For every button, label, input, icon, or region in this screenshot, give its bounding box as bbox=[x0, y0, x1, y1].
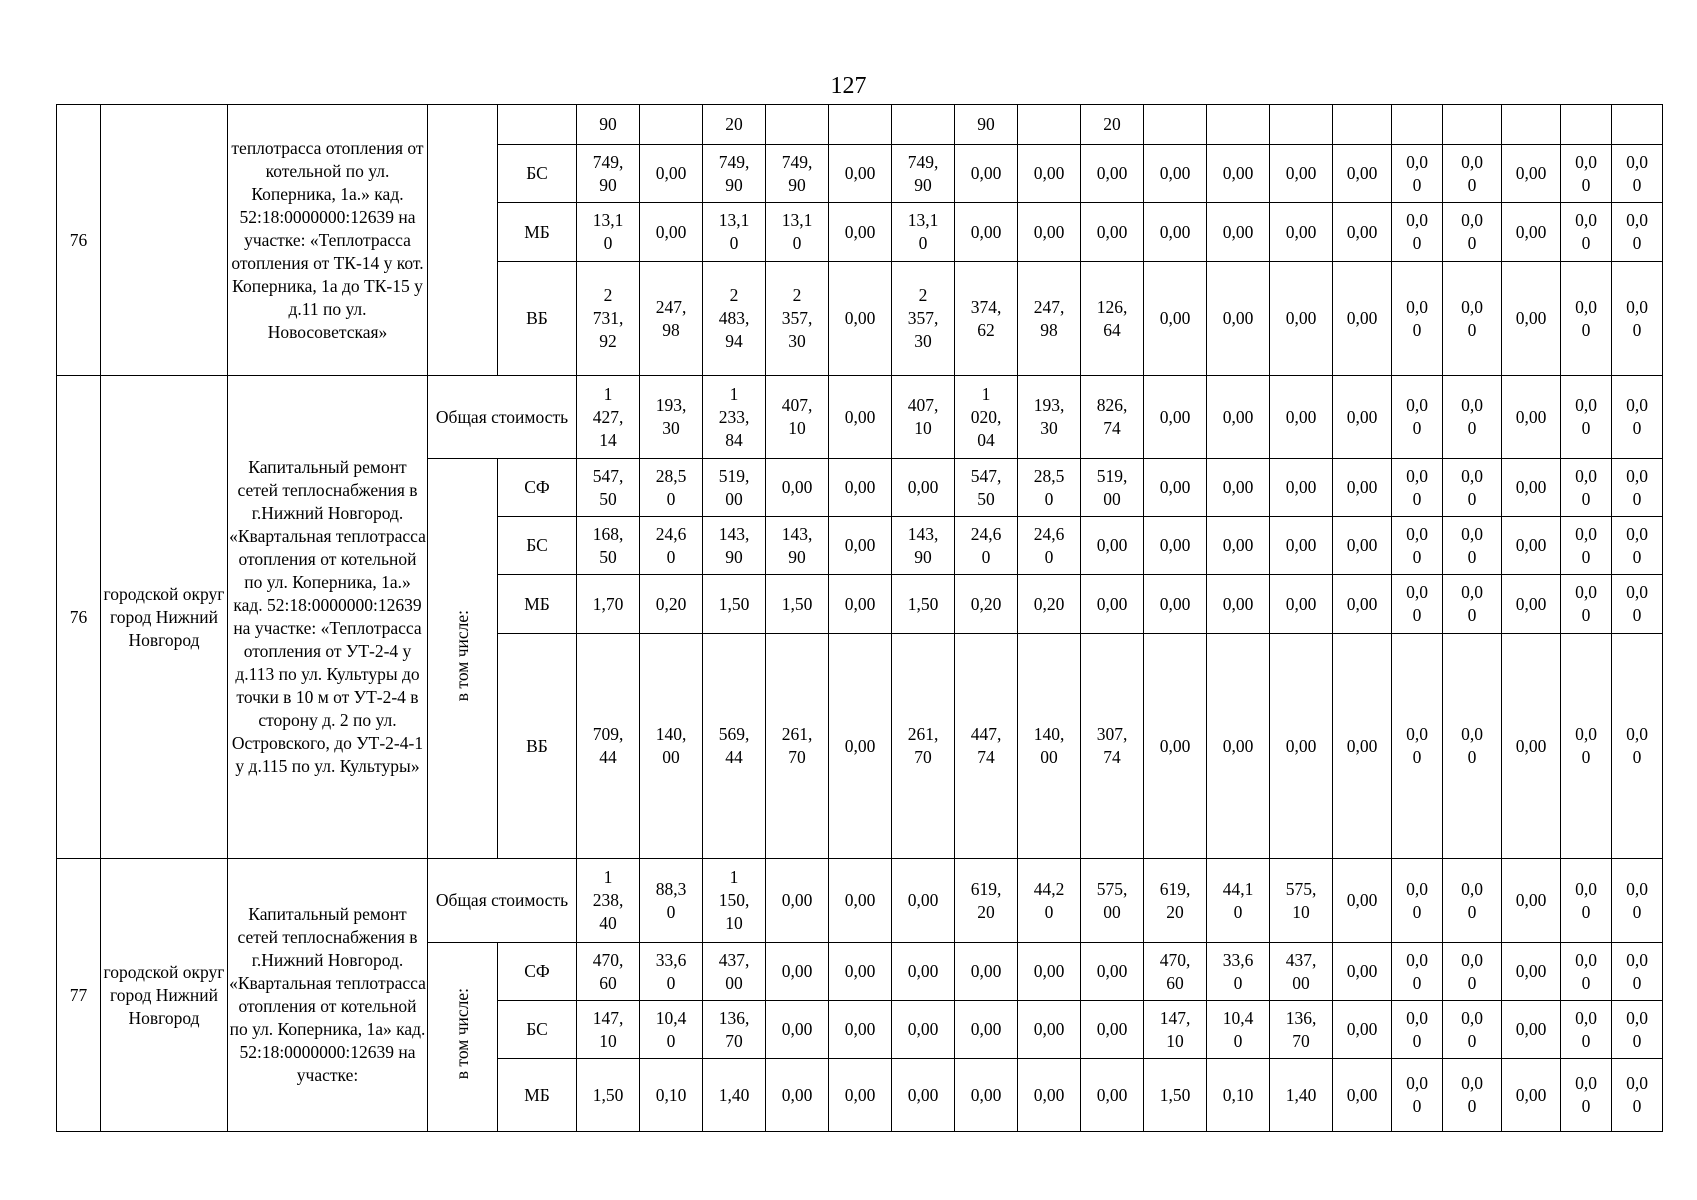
value-cell: 44,1 0 bbox=[1207, 859, 1270, 943]
value-cell: 10,4 0 bbox=[1207, 1001, 1270, 1059]
value-cell: 0,0 0 bbox=[1392, 859, 1443, 943]
value-cell: 0,00 bbox=[1081, 1059, 1144, 1132]
funding-source-code: МБ bbox=[498, 1059, 577, 1132]
value-cell: 0,00 bbox=[829, 376, 892, 459]
value-cell: 0,0 0 bbox=[1443, 1059, 1502, 1132]
value-cell: 0,00 bbox=[1502, 943, 1561, 1001]
including-label: в том числе: bbox=[452, 609, 472, 702]
value-cell: 0,0 0 bbox=[1561, 634, 1612, 859]
value-cell: 307, 74 bbox=[1081, 634, 1144, 859]
value-cell: 1,50 bbox=[703, 575, 766, 634]
including-label-cell bbox=[428, 459, 498, 859]
value-cell: 1 150, 10 bbox=[703, 859, 766, 943]
value-cell: 619, 20 bbox=[955, 859, 1018, 943]
value-cell: 168, 50 bbox=[577, 517, 640, 575]
value-cell: 0,10 bbox=[640, 1059, 703, 1132]
funding-source-row bbox=[57, 105, 1663, 145]
value-cell: 0,00 bbox=[766, 1001, 829, 1059]
value-cell: 437, 00 bbox=[1270, 943, 1333, 1001]
value-cell: 0,00 bbox=[1207, 634, 1270, 859]
funding-source-code: ВБ bbox=[498, 262, 577, 376]
total-row bbox=[57, 376, 1663, 459]
value-cell: 0,0 0 bbox=[1561, 1001, 1612, 1059]
value-cell: 0,00 bbox=[1502, 203, 1561, 262]
value-cell: 136, 70 bbox=[1270, 1001, 1333, 1059]
value-cell: 33,6 0 bbox=[1207, 943, 1270, 1001]
value-cell: 0,00 bbox=[1270, 262, 1333, 376]
value-cell: 143, 90 bbox=[892, 517, 955, 575]
value-cell: 0,0 0 bbox=[1443, 376, 1502, 459]
value-cell: 0,00 bbox=[829, 459, 892, 517]
value-cell: 0,0 0 bbox=[1561, 376, 1612, 459]
value-cell: 0,00 bbox=[1502, 634, 1561, 859]
value-cell: 0,00 bbox=[1502, 575, 1561, 634]
value-cell: 407, 10 bbox=[892, 376, 955, 459]
value-cell: 0,0 0 bbox=[1443, 943, 1502, 1001]
value-cell: 1 020, 04 bbox=[955, 376, 1018, 459]
value-cell: 0,0 0 bbox=[1392, 459, 1443, 517]
value-cell: 247, 98 bbox=[1018, 262, 1081, 376]
value-cell: 0,00 bbox=[1144, 376, 1207, 459]
value-cell: 0,00 bbox=[1333, 1059, 1392, 1132]
value-cell: 0,0 0 bbox=[1392, 203, 1443, 262]
value-cell: 575, 00 bbox=[1081, 859, 1144, 943]
value-cell: 0,0 0 bbox=[1561, 943, 1612, 1001]
value-cell: 0,00 bbox=[1333, 145, 1392, 203]
value-cell: 0,00 bbox=[1144, 517, 1207, 575]
value-cell: 0,0 0 bbox=[1612, 575, 1663, 634]
total-cost-label: Общая стоимость bbox=[428, 376, 577, 459]
value-cell: 0,00 bbox=[829, 1059, 892, 1132]
row-number: 77 bbox=[57, 859, 101, 1132]
value-cell: 0,0 0 bbox=[1443, 262, 1502, 376]
value-cell: 374, 62 bbox=[955, 262, 1018, 376]
value-cell: 749, 90 bbox=[703, 145, 766, 203]
value-cell bbox=[1392, 105, 1443, 145]
value-cell: 547, 50 bbox=[955, 459, 1018, 517]
value-cell: 126, 64 bbox=[1081, 262, 1144, 376]
value-cell: 1 233, 84 bbox=[703, 376, 766, 459]
value-cell: 0,00 bbox=[955, 203, 1018, 262]
value-cell: 0,00 bbox=[1081, 943, 1144, 1001]
value-cell: 547, 50 bbox=[577, 459, 640, 517]
value-cell: 0,0 0 bbox=[1392, 1059, 1443, 1132]
funding-source-code: БС bbox=[498, 1001, 577, 1059]
value-cell: 0,0 0 bbox=[1443, 575, 1502, 634]
value-cell bbox=[892, 105, 955, 145]
value-cell: 0,00 bbox=[1144, 634, 1207, 859]
value-cell: 2 731, 92 bbox=[577, 262, 640, 376]
value-cell: 0,0 0 bbox=[1443, 634, 1502, 859]
value-cell: 0,0 0 bbox=[1443, 1001, 1502, 1059]
value-cell: 0,00 bbox=[829, 517, 892, 575]
value-cell: 24,6 0 bbox=[640, 517, 703, 575]
value-cell: 88,3 0 bbox=[640, 859, 703, 943]
value-cell bbox=[1144, 105, 1207, 145]
value-cell: 0,0 0 bbox=[1392, 376, 1443, 459]
value-cell: 0,00 bbox=[829, 203, 892, 262]
value-cell: 0,00 bbox=[829, 145, 892, 203]
value-cell: 0,0 0 bbox=[1392, 1001, 1443, 1059]
value-cell: 1,50 bbox=[766, 575, 829, 634]
project-description: Капитальный ремонт сетей теплоснабжения в г.Нижний Новгород. «Квартальная теплотрасса отопления от котельной по ул. Коперника, 1а» кад. 52:18:0000000:12639 на участке: bbox=[228, 859, 428, 1132]
value-cell: 0,00 bbox=[1207, 459, 1270, 517]
value-cell: 0,0 0 bbox=[1612, 943, 1663, 1001]
value-cell: 0,00 bbox=[955, 1001, 1018, 1059]
value-cell: 28,5 0 bbox=[1018, 459, 1081, 517]
value-cell: 0,00 bbox=[1270, 145, 1333, 203]
value-cell: 140, 00 bbox=[640, 634, 703, 859]
value-cell: 0,10 bbox=[1207, 1059, 1270, 1132]
value-cell: 0,00 bbox=[829, 634, 892, 859]
row-number: 76 bbox=[57, 376, 101, 859]
value-cell: 0,00 bbox=[1502, 517, 1561, 575]
value-cell: 0,00 bbox=[1333, 634, 1392, 859]
value-cell: 0,00 bbox=[1081, 145, 1144, 203]
value-cell: 0,00 bbox=[1333, 1001, 1392, 1059]
value-cell: 447, 74 bbox=[955, 634, 1018, 859]
value-cell: 519, 00 bbox=[703, 459, 766, 517]
value-cell: 140, 00 bbox=[1018, 634, 1081, 859]
value-cell: 0,00 bbox=[1502, 459, 1561, 517]
value-cell: 0,0 0 bbox=[1443, 459, 1502, 517]
value-cell: 470, 60 bbox=[577, 943, 640, 1001]
value-cell: 0,00 bbox=[1333, 459, 1392, 517]
value-cell: 0,00 bbox=[955, 943, 1018, 1001]
value-cell: 0,0 0 bbox=[1612, 459, 1663, 517]
value-cell: 0,00 bbox=[892, 1001, 955, 1059]
value-cell: 749, 90 bbox=[577, 145, 640, 203]
value-cell: 0,00 bbox=[955, 145, 1018, 203]
value-cell: 0,0 0 bbox=[1561, 145, 1612, 203]
value-cell: 0,20 bbox=[1018, 575, 1081, 634]
funding-source-code bbox=[498, 105, 577, 145]
value-cell: 0,0 0 bbox=[1612, 1059, 1663, 1132]
value-cell: 0,00 bbox=[892, 459, 955, 517]
value-cell: 0,0 0 bbox=[1612, 859, 1663, 943]
value-cell: 0,00 bbox=[829, 262, 892, 376]
value-cell: 437, 00 bbox=[703, 943, 766, 1001]
municipality-cell bbox=[101, 105, 228, 376]
including-label-cell bbox=[428, 105, 498, 376]
value-cell: 143, 90 bbox=[703, 517, 766, 575]
value-cell: 0,0 0 bbox=[1392, 575, 1443, 634]
funding-source-code: БС bbox=[498, 145, 577, 203]
total-row bbox=[57, 859, 1663, 943]
value-cell: 2 483, 94 bbox=[703, 262, 766, 376]
value-cell: 0,00 bbox=[1018, 203, 1081, 262]
value-cell bbox=[1502, 105, 1561, 145]
value-cell: 0,0 0 bbox=[1612, 203, 1663, 262]
project-description: теплотрасса отопления от котельной по ул. Коперника, 1а.» кад. 52:18:0000000:12639 на участке: «Теплотрасса отопления от ТК-14 у кот. Коперника, 1а до ТК-15 у д.11 по ул. Новосоветская» bbox=[228, 105, 428, 376]
value-cell: 90 bbox=[955, 105, 1018, 145]
including-label: в том числе: bbox=[452, 988, 472, 1080]
value-cell: 619, 20 bbox=[1144, 859, 1207, 943]
value-cell: 0,0 0 bbox=[1443, 859, 1502, 943]
value-cell bbox=[1561, 105, 1612, 145]
value-cell: 0,00 bbox=[1502, 145, 1561, 203]
value-cell: 1,70 bbox=[577, 575, 640, 634]
value-cell: 0,0 0 bbox=[1392, 145, 1443, 203]
funding-source-code: БС bbox=[498, 517, 577, 575]
value-cell: 0,00 bbox=[1144, 575, 1207, 634]
value-cell: 0,00 bbox=[892, 943, 955, 1001]
value-cell: 0,00 bbox=[1081, 517, 1144, 575]
value-cell: 0,00 bbox=[766, 859, 829, 943]
value-cell: 0,0 0 bbox=[1392, 262, 1443, 376]
value-cell: 749, 90 bbox=[892, 145, 955, 203]
funding-source-code: СФ bbox=[498, 943, 577, 1001]
value-cell: 0,00 bbox=[1502, 1059, 1561, 1132]
total-cost-label: Общая стоимость bbox=[428, 859, 577, 943]
value-cell: 2 357, 30 bbox=[766, 262, 829, 376]
row-number: 76 bbox=[57, 105, 101, 376]
value-cell: 13,1 0 bbox=[577, 203, 640, 262]
value-cell: 0,00 bbox=[1018, 1001, 1081, 1059]
value-cell: 0,00 bbox=[955, 1059, 1018, 1132]
value-cell: 0,00 bbox=[1333, 517, 1392, 575]
value-cell: 147, 10 bbox=[1144, 1001, 1207, 1059]
value-cell: 0,00 bbox=[766, 459, 829, 517]
value-cell: 0,0 0 bbox=[1443, 517, 1502, 575]
value-cell: 24,6 0 bbox=[1018, 517, 1081, 575]
value-cell: 0,00 bbox=[640, 145, 703, 203]
value-cell: 20 bbox=[703, 105, 766, 145]
value-cell: 575, 10 bbox=[1270, 859, 1333, 943]
value-cell: 0,0 0 bbox=[1612, 517, 1663, 575]
value-cell: 247, 98 bbox=[640, 262, 703, 376]
value-cell: 0,00 bbox=[1270, 575, 1333, 634]
value-cell: 0,00 bbox=[1207, 517, 1270, 575]
value-cell: 0,00 bbox=[1333, 203, 1392, 262]
value-cell: 0,0 0 bbox=[1561, 203, 1612, 262]
value-cell: 569, 44 bbox=[703, 634, 766, 859]
value-cell: 0,0 0 bbox=[1612, 1001, 1663, 1059]
value-cell: 193, 30 bbox=[640, 376, 703, 459]
value-cell: 1 238, 40 bbox=[577, 859, 640, 943]
value-cell: 0,0 0 bbox=[1561, 517, 1612, 575]
funding-source-code: МБ bbox=[498, 575, 577, 634]
value-cell: 0,00 bbox=[829, 943, 892, 1001]
value-cell bbox=[1018, 105, 1081, 145]
value-cell: 0,0 0 bbox=[1612, 262, 1663, 376]
value-cell bbox=[1333, 105, 1392, 145]
value-cell: 0,00 bbox=[1270, 376, 1333, 459]
value-cell: 13,1 0 bbox=[766, 203, 829, 262]
funding-source-code: СФ bbox=[498, 459, 577, 517]
value-cell: 1 427, 14 bbox=[577, 376, 640, 459]
value-cell: 0,00 bbox=[1081, 575, 1144, 634]
value-cell: 826, 74 bbox=[1081, 376, 1144, 459]
value-cell bbox=[1270, 105, 1333, 145]
value-cell: 0,0 0 bbox=[1443, 145, 1502, 203]
value-cell: 0,00 bbox=[1270, 203, 1333, 262]
value-cell: 28,5 0 bbox=[640, 459, 703, 517]
value-cell: 0,00 bbox=[1333, 376, 1392, 459]
value-cell: 0,00 bbox=[1333, 575, 1392, 634]
value-cell: 0,00 bbox=[1270, 517, 1333, 575]
value-cell: 0,20 bbox=[955, 575, 1018, 634]
value-cell: 0,00 bbox=[1207, 262, 1270, 376]
value-cell: 0,00 bbox=[1502, 859, 1561, 943]
value-cell: 0,00 bbox=[1270, 634, 1333, 859]
project-description: Капитальный ремонт сетей теплоснабжения в г.Нижний Новгород. «Квартальная теплотрасса отопления от котельной по ул. Коперника, 1а.» кад. 52:18:0000000:12639 на участке: «Теплотрасса отопления от УТ-2-4 у д.113 по ул. Культуры до точки в 10 м от УТ-2-4 в сторону д. 2 по ул. Островского, до УТ-2-4-1 у д.115 по ул. Культуры» bbox=[228, 376, 428, 859]
value-cell: 0,0 0 bbox=[1561, 1059, 1612, 1132]
value-cell: 0,00 bbox=[829, 575, 892, 634]
value-cell: 0,00 bbox=[892, 1059, 955, 1132]
value-cell: 33,6 0 bbox=[640, 943, 703, 1001]
value-cell: 0,0 0 bbox=[1392, 634, 1443, 859]
value-cell: 0,00 bbox=[1018, 145, 1081, 203]
value-cell: 0,0 0 bbox=[1561, 459, 1612, 517]
value-cell: 0,00 bbox=[1144, 459, 1207, 517]
value-cell: 0,0 0 bbox=[1561, 575, 1612, 634]
value-cell: 0,00 bbox=[1333, 262, 1392, 376]
value-cell: 0,00 bbox=[1333, 859, 1392, 943]
value-cell: 0,00 bbox=[1144, 203, 1207, 262]
value-cell: 1,50 bbox=[1144, 1059, 1207, 1132]
value-cell: 0,0 0 bbox=[1612, 634, 1663, 859]
value-cell: 0,00 bbox=[1270, 459, 1333, 517]
value-cell: 0,0 0 bbox=[1392, 943, 1443, 1001]
value-cell: 0,00 bbox=[829, 1001, 892, 1059]
value-cell: 1,50 bbox=[577, 1059, 640, 1132]
value-cell: 470, 60 bbox=[1144, 943, 1207, 1001]
value-cell: 0,00 bbox=[1207, 203, 1270, 262]
value-cell: 0,00 bbox=[1207, 376, 1270, 459]
value-cell: 13,1 0 bbox=[703, 203, 766, 262]
value-cell: 10,4 0 bbox=[640, 1001, 703, 1059]
value-cell: 193, 30 bbox=[1018, 376, 1081, 459]
value-cell: 143, 90 bbox=[766, 517, 829, 575]
value-cell bbox=[1207, 105, 1270, 145]
value-cell: 0,00 bbox=[892, 859, 955, 943]
value-cell: 0,0 0 bbox=[1561, 262, 1612, 376]
funding-source-code: МБ bbox=[498, 203, 577, 262]
value-cell: 0,00 bbox=[1207, 575, 1270, 634]
value-cell bbox=[1443, 105, 1502, 145]
value-cell: 709, 44 bbox=[577, 634, 640, 859]
value-cell: 0,0 0 bbox=[1561, 859, 1612, 943]
value-cell: 261, 70 bbox=[766, 634, 829, 859]
value-cell: 1,50 bbox=[892, 575, 955, 634]
value-cell: 0,00 bbox=[640, 203, 703, 262]
value-cell: 0,00 bbox=[1144, 145, 1207, 203]
value-cell: 749, 90 bbox=[766, 145, 829, 203]
value-cell: 0,00 bbox=[1081, 203, 1144, 262]
funding-source-code: ВБ bbox=[498, 634, 577, 859]
value-cell: 147, 10 bbox=[577, 1001, 640, 1059]
value-cell: 0,00 bbox=[1081, 1001, 1144, 1059]
including-label-cell bbox=[428, 943, 498, 1132]
value-cell: 0,00 bbox=[1333, 943, 1392, 1001]
value-cell: 1,40 bbox=[1270, 1059, 1333, 1132]
value-cell: 1,40 bbox=[703, 1059, 766, 1132]
value-cell bbox=[766, 105, 829, 145]
value-cell: 13,1 0 bbox=[892, 203, 955, 262]
value-cell: 0,0 0 bbox=[1612, 376, 1663, 459]
value-cell: 0,00 bbox=[766, 1059, 829, 1132]
municipality-cell: городской округ город Нижний Новгород bbox=[101, 859, 228, 1132]
value-cell: 0,00 bbox=[1502, 376, 1561, 459]
value-cell: 407, 10 bbox=[766, 376, 829, 459]
value-cell: 20 bbox=[1081, 105, 1144, 145]
value-cell: 261, 70 bbox=[892, 634, 955, 859]
value-cell bbox=[829, 105, 892, 145]
value-cell: 519, 00 bbox=[1081, 459, 1144, 517]
value-cell: 0,00 bbox=[1207, 145, 1270, 203]
value-cell: 0,0 0 bbox=[1392, 517, 1443, 575]
value-cell bbox=[1612, 105, 1663, 145]
value-cell: 0,00 bbox=[1502, 262, 1561, 376]
page-number: 127 bbox=[830, 73, 867, 99]
budget-table bbox=[56, 104, 1663, 1132]
municipality-cell: городской округ город Нижний Новгород bbox=[101, 376, 228, 859]
value-cell: 0,00 bbox=[1502, 1001, 1561, 1059]
value-cell: 0,00 bbox=[1144, 262, 1207, 376]
value-cell: 0,00 bbox=[1018, 1059, 1081, 1132]
value-cell: 24,6 0 bbox=[955, 517, 1018, 575]
value-cell: 44,2 0 bbox=[1018, 859, 1081, 943]
value-cell: 0,00 bbox=[1018, 943, 1081, 1001]
value-cell: 0,0 0 bbox=[1612, 145, 1663, 203]
value-cell: 136, 70 bbox=[703, 1001, 766, 1059]
value-cell bbox=[640, 105, 703, 145]
value-cell: 0,00 bbox=[829, 859, 892, 943]
value-cell: 0,0 0 bbox=[1443, 203, 1502, 262]
value-cell: 90 bbox=[577, 105, 640, 145]
value-cell: 2 357, 30 bbox=[892, 262, 955, 376]
value-cell: 0,20 bbox=[640, 575, 703, 634]
value-cell: 0,00 bbox=[766, 943, 829, 1001]
